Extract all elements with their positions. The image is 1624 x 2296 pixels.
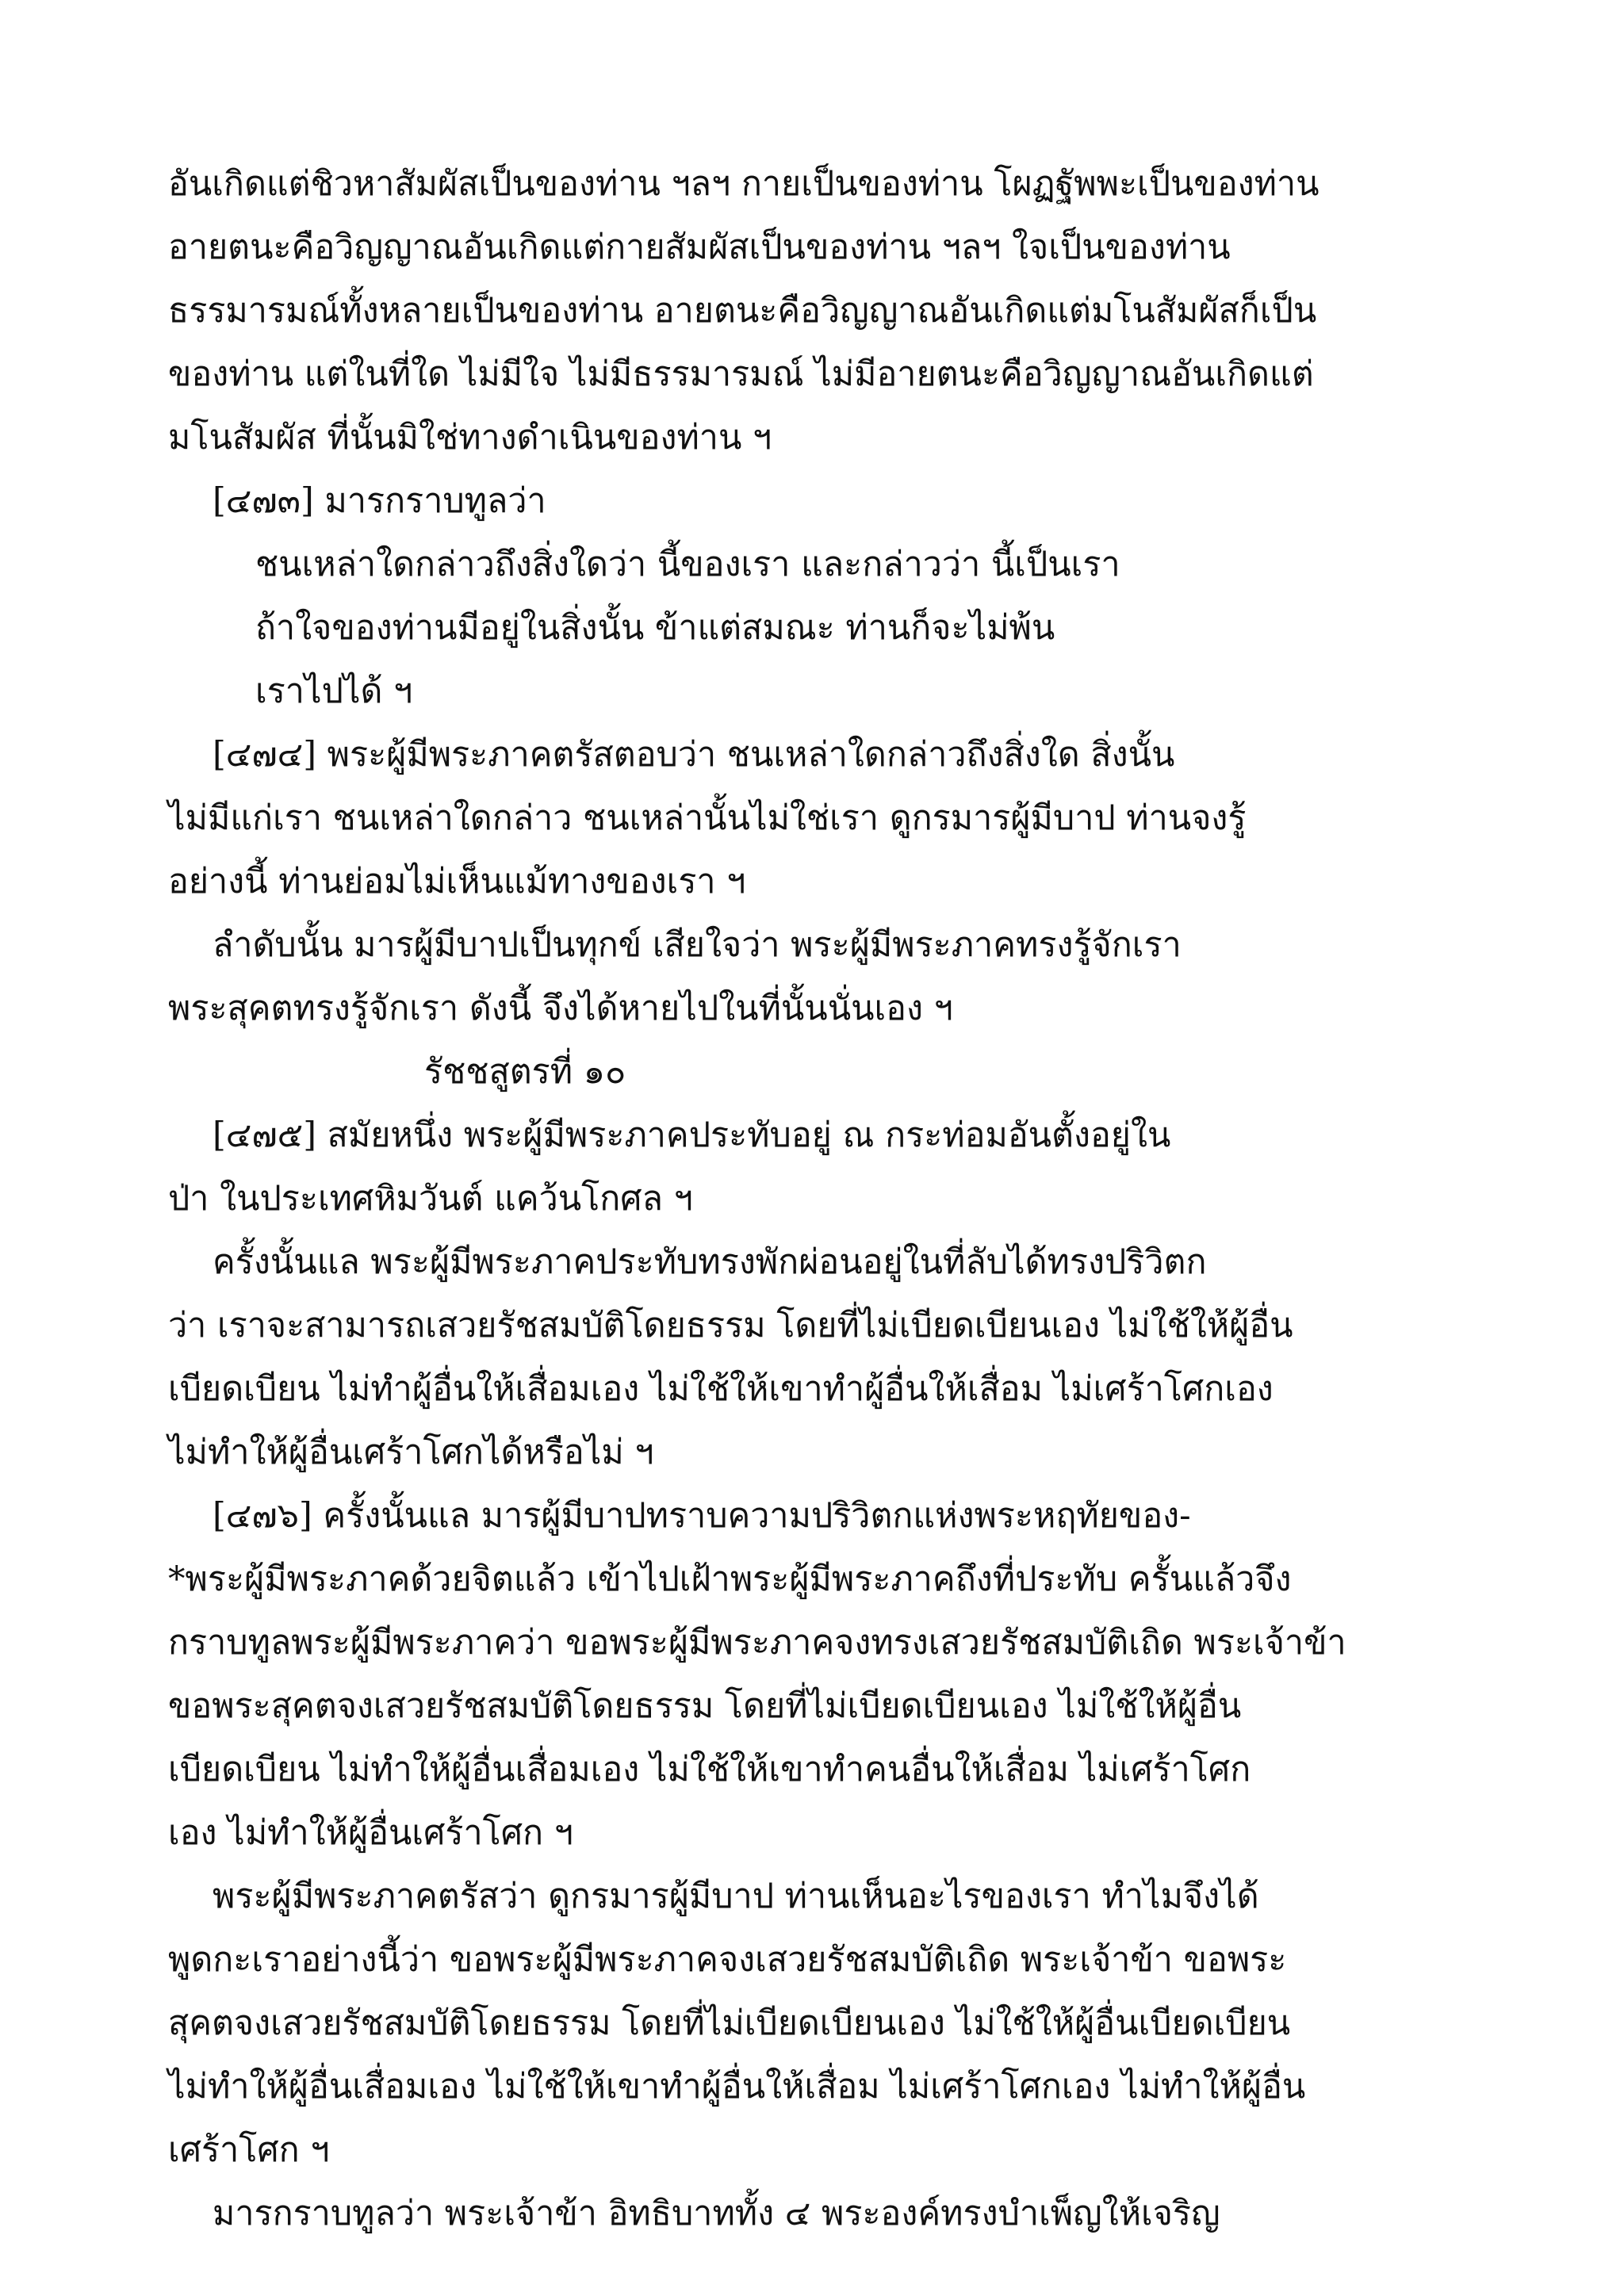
text-line: กราบทูลพระผู้มีพระภาคว่า ขอพระผู้มีพระภาคจงทรงเสวยรัชสมบัติเถิด พระเจ้าข้า: [168, 1623, 1346, 1663]
text-line: เบียดเบียน ไม่ทำให้ผู้อื่นเสื่อมเอง ไม่ใช้ให้เขาทำคนอื่นให้เสื่อม ไม่เศร้าโศก: [168, 1750, 1251, 1789]
text-line: อายตนะคือวิญญาณอันเกิดแต่กายสัมผัสเป็นของท่าน ฯลฯ ใจเป็นของท่าน: [168, 228, 1231, 267]
text-line: พระสุคตทรงรู้จักเรา ดังนี้ จึงได้หายไปในที่นั้นนั่นเอง ฯ: [168, 989, 953, 1028]
text-line: ขอพระสุคตจงเสวยรัชสมบัติโดยธรรม โดยที่ไม่เบียดเบียนเอง ไม่ใช้ให้ผู้อื่น: [168, 1686, 1242, 1726]
text-line: พูดกะเราอย่างนี้ว่า ขอพระผู้มีพระภาคจงเสวยรัชสมบัติเถิด พระเจ้าข้า ขอพระ: [168, 1940, 1287, 1980]
text-line: อันเกิดแต่ชิวหาสัมผัสเป็นของท่าน ฯลฯ กายเป็นของท่าน โผฏฐัพพะเป็นของท่าน: [168, 164, 1320, 204]
text-line: ป่า ในประเทศหิมวันต์ แคว้นโกศล ฯ: [168, 1179, 693, 1219]
paragraph-start: มารกราบทูลว่า พระเจ้าข้า อิทธิบาททั้ง ๔ พระองค์ทรงบำเพ็ญให้เจริญ: [213, 2194, 1220, 2233]
sutta-title: รัชชสูตรที่ ๑๐: [424, 1052, 626, 1092]
paragraph-473-heading: [๔๗๓] มารกราบทูลว่า: [213, 481, 546, 521]
text-line: เอง ไม่ทำให้ผู้อื่นเศร้าโศก ฯ: [168, 1813, 573, 1853]
text-line: สุคตจงเสวยรัชสมบัติโดยธรรม โดยที่ไม่เบียดเบียนเอง ไม่ใช้ให้ผู้อื่นเบียดเบียน: [168, 2003, 1291, 2043]
text-line: *พระผู้มีพระภาคด้วยจิตแล้ว เข้าไปเฝ้าพระผู้มีพระภาคถึงที่ประทับ ครั้นแล้วจึง: [168, 1559, 1292, 1599]
text-line: เบียดเบียน ไม่ทำผู้อื่นให้เสื่อมเอง ไม่ใช้ให้เขาทำผู้อื่นให้เสื่อม ไม่เศร้าโศกเอง: [168, 1369, 1274, 1409]
verse-line: เราไปได้ ฯ: [255, 672, 413, 711]
paragraph-start: พระผู้มีพระภาคตรัสว่า ดูกรมารผู้มีบาป ท่านเห็นอะไรของเรา ทำไมจึงได้: [213, 1877, 1259, 1916]
paragraph-476-start: [๔๗๖] ครั้งนั้นแล มารผู้มีบาปทราบความปริวิตกแห่งพระหฤทัยของ-: [213, 1496, 1191, 1536]
text-line: ไม่ทำให้ผู้อื่นเศร้าโศกได้หรือไม่ ฯ: [168, 1433, 654, 1472]
text-line: มโนสัมผัส ที่นั้นมิใช่ทางดำเนินของท่าน ฯ: [168, 418, 772, 457]
text-line: ว่า เราจะสามารถเสวยรัชสมบัติโดยธรรม โดยที่ไม่เบียดเบียนเอง ไม่ใช้ให้ผู้อื่น: [168, 1306, 1293, 1345]
text-line: เศร้าโศก ฯ: [168, 2130, 330, 2170]
paragraph-start: ครั้งนั้นแล พระผู้มีพระภาคประทับทรงพักผ่อนอยู่ในที่ลับได้ทรงปริวิตก: [213, 1242, 1207, 1282]
verse-line: ถ้าใจของท่านมีอยู่ในสิ่งนั้น ข้าแต่สมณะ ท่านก็จะไม่พ้น: [255, 608, 1055, 648]
verse-line: ชนเหล่าใดกล่าวถึงสิ่งใดว่า นี้ของเรา และกล่าวว่า นี้เป็นเรา: [255, 545, 1120, 584]
text-line: ไม่มีแก่เรา ชนเหล่าใดกล่าว ชนเหล่านั้นไม่ใช่เรา ดูกรมารผู้มีบาป ท่านจงรู้: [168, 798, 1247, 838]
text-line: ของท่าน แต่ในที่ใด ไม่มีใจ ไม่มีธรรมารมณ์ ไม่มีอายตนะคือวิญญาณอันเกิดแต่: [168, 354, 1314, 394]
text-line: อย่างนี้ ท่านย่อมไม่เห็นแม้ทางของเรา ฯ: [168, 862, 746, 901]
text-line: ไม่ทำให้ผู้อื่นเสื่อมเอง ไม่ใช้ให้เขาทำผู้อื่นให้เสื่อม ไม่เศร้าโศกเอง ไม่ทำให้ผู้อื่น: [168, 2067, 1306, 2107]
paragraph-475-start: [๔๗๕] สมัยหนึ่ง พระผู้มีพระภาคประทับอยู่ ณ กระท่อมอันตั้งอยู่ใน: [213, 1115, 1171, 1155]
paragraph-474-start: [๔๗๔] พระผู้มีพระภาคตรัสตอบว่า ชนเหล่าใดกล่าวถึงสิ่งใด สิ่งนั้น: [213, 735, 1175, 775]
text-line: ธรรมารมณ์ทั้งหลายเป็นของท่าน อายตนะคือวิญญาณอันเกิดแต่มโนสัมผัสก็เป็น: [168, 291, 1317, 331]
paragraph-start: ลำดับนั้น มารผู้มีบาปเป็นทุกข์ เสียใจว่า พระผู้มีพระภาคทรงรู้จักเรา: [213, 925, 1182, 965]
